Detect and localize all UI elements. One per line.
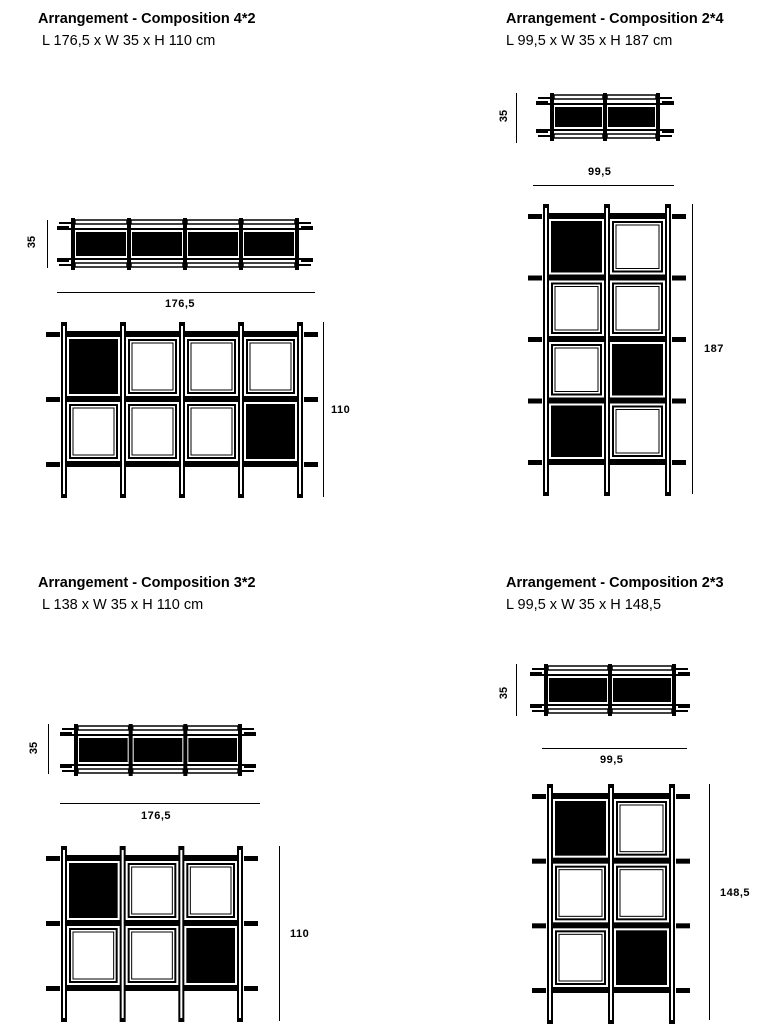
top-post: [608, 664, 612, 716]
top-box: [555, 107, 602, 127]
composition-title: Arrangement - Composition 2*3: [506, 575, 724, 591]
open-cube: [617, 802, 666, 855]
width-label: 99,5: [588, 166, 612, 178]
top-post: [656, 93, 660, 141]
shelf-end: [532, 794, 546, 799]
composition-dimensions: L 99,5 x W 35 x H 187 cm: [506, 33, 673, 49]
shelf-end: [532, 988, 546, 993]
top-end: [244, 732, 256, 736]
filled-cube: [613, 345, 662, 395]
top-end: [536, 129, 548, 133]
open-cube: [613, 222, 662, 272]
top-box: [608, 107, 655, 127]
top-post: [603, 93, 607, 141]
post-highlight: [671, 788, 673, 1020]
shelf-end: [46, 921, 60, 926]
top-rail-segment: [131, 263, 183, 267]
top-end: [301, 258, 313, 262]
front-view-diagram: [532, 784, 690, 1024]
open-cube: [129, 864, 176, 917]
width-dimension-line: [57, 292, 315, 293]
open-cube: [129, 929, 176, 982]
width-dimension-line: [533, 185, 674, 186]
filled-cube: [247, 405, 294, 458]
top-box: [549, 678, 607, 702]
open-cube: [129, 340, 176, 393]
post-highlight: [239, 850, 241, 1018]
front-view-diagram: [46, 846, 258, 1022]
top-view-diagram: [530, 664, 690, 716]
shelf-end: [676, 794, 690, 799]
width-dimension-line: [542, 748, 687, 749]
post-highlight: [180, 850, 182, 1018]
post-highlight: [63, 850, 65, 1018]
top-rail-segment: [187, 220, 239, 224]
top-end: [60, 764, 72, 768]
top-box: [76, 232, 126, 256]
top-rail-segment: [548, 709, 608, 713]
post-highlight: [606, 208, 608, 492]
shelf-end: [46, 397, 60, 402]
height-label: 187: [704, 343, 724, 355]
open-cube: [188, 340, 235, 393]
top-post: [129, 724, 133, 776]
top-end: [536, 101, 548, 105]
top-end: [678, 704, 690, 708]
top-end: [60, 732, 72, 736]
shelf-end: [672, 460, 686, 465]
top-box: [613, 678, 671, 702]
composition-dimensions: L 99,5 x W 35 x H 148,5: [506, 597, 662, 613]
top-rail-segment: [133, 726, 184, 730]
top-post: [71, 218, 75, 270]
top-rail-segment: [554, 95, 603, 99]
top-box: [188, 232, 238, 256]
depth-dimension-line: [516, 664, 517, 716]
filled-cube: [556, 802, 605, 855]
width-dimension-line: [60, 803, 260, 804]
top-end: [662, 101, 674, 105]
top-rail-segment: [243, 220, 295, 224]
shelf-end: [46, 856, 60, 861]
top-rail-segment: [612, 709, 672, 713]
top-post: [238, 724, 242, 776]
composition-dimensions: L 176,5 x W 35 x H 110 cm: [42, 33, 216, 49]
post-highlight: [299, 326, 301, 494]
shelf-end: [528, 276, 542, 281]
shelf-end: [528, 337, 542, 342]
filled-cube: [70, 340, 117, 393]
top-rail-segment: [187, 769, 238, 773]
top-post: [183, 724, 187, 776]
filled-cube: [187, 929, 234, 982]
top-end: [57, 226, 69, 230]
shelf-end: [304, 397, 318, 402]
rail-line: [62, 764, 254, 766]
top-rail-segment: [243, 263, 295, 267]
depth-dimension-line: [47, 220, 48, 268]
shelf-end: [672, 276, 686, 281]
top-rail-segment: [607, 95, 656, 99]
post-highlight: [240, 326, 242, 494]
post-highlight: [122, 326, 124, 494]
filled-cube: [617, 931, 666, 984]
filled-cube: [70, 864, 117, 917]
top-end: [530, 672, 542, 676]
shelf-end: [528, 214, 542, 219]
open-cube: [129, 405, 176, 458]
top-rail-segment: [187, 263, 239, 267]
top-post: [183, 218, 187, 270]
height-label: 110: [331, 404, 351, 416]
top-box: [244, 232, 294, 256]
shelf-end: [672, 337, 686, 342]
open-cube: [613, 407, 662, 457]
height-label: 148,5: [720, 887, 751, 899]
shelf-end: [676, 923, 690, 928]
shelf-end: [672, 399, 686, 404]
depth-label: 35: [26, 235, 39, 249]
top-view-diagram: [60, 724, 256, 776]
top-end: [57, 258, 69, 262]
post-highlight: [667, 208, 669, 492]
width-label: 176,5: [165, 298, 196, 310]
height-dimension-line: [709, 784, 710, 1020]
height-dimension-line: [692, 204, 693, 494]
top-post: [672, 664, 676, 716]
top-rail-segment: [612, 666, 672, 670]
post-highlight: [545, 208, 547, 492]
open-cube: [552, 345, 601, 395]
shelf-end: [244, 856, 258, 861]
top-rail-segment: [133, 769, 184, 773]
post-highlight: [181, 326, 183, 494]
top-post: [127, 218, 131, 270]
shelf-end: [676, 859, 690, 864]
post-highlight: [122, 850, 124, 1018]
top-post: [295, 218, 299, 270]
top-end: [662, 129, 674, 133]
post-highlight: [63, 326, 65, 494]
top-box: [132, 232, 182, 256]
depth-label: 35: [498, 686, 511, 700]
top-post: [544, 664, 548, 716]
top-rail-segment: [554, 134, 603, 138]
top-rail-segment: [75, 263, 127, 267]
top-box: [79, 738, 128, 762]
top-rail-segment: [78, 726, 129, 730]
front-view-diagram: [528, 204, 686, 496]
shelf-end: [304, 332, 318, 337]
height-label: 110: [290, 928, 310, 940]
top-rail-segment: [78, 769, 129, 773]
shelf: [64, 920, 240, 926]
shelf-end: [304, 462, 318, 467]
filled-cube: [552, 407, 601, 457]
open-cube: [552, 284, 601, 334]
height-dimension-line: [323, 322, 324, 497]
post-highlight: [549, 788, 551, 1020]
depth-dimension-line: [516, 93, 517, 143]
shelf-end: [46, 332, 60, 337]
depth-dimension-line: [48, 724, 49, 774]
open-cube: [188, 405, 235, 458]
shelf-end: [46, 986, 60, 991]
shelf-end: [672, 214, 686, 219]
post-highlight: [610, 788, 612, 1020]
top-rail-segment: [607, 134, 656, 138]
top-rail-segment: [75, 220, 127, 224]
top-post: [550, 93, 554, 141]
shelf-end: [528, 399, 542, 404]
top-box: [188, 738, 237, 762]
top-rail-segment: [131, 220, 183, 224]
shelf-end: [244, 921, 258, 926]
open-cube: [613, 284, 662, 334]
top-rail-segment: [548, 666, 608, 670]
height-dimension-line: [279, 846, 280, 1021]
shelf-end: [676, 988, 690, 993]
top-post: [74, 724, 78, 776]
shelf: [64, 985, 240, 991]
depth-label: 35: [28, 741, 41, 755]
shelf-end: [532, 923, 546, 928]
rail-line: [62, 734, 254, 736]
top-end: [244, 764, 256, 768]
top-box: [134, 738, 183, 762]
shelf-end: [532, 859, 546, 864]
shelf: [64, 855, 240, 861]
composition-dimensions: L 138 x W 35 x H 110 cm: [42, 597, 204, 613]
depth-label: 35: [498, 109, 511, 123]
shelf-end: [244, 986, 258, 991]
front-view-diagram: [46, 322, 318, 498]
composition-title: Arrangement - Composition 3*2: [38, 575, 256, 591]
open-cube: [187, 864, 234, 917]
open-cube: [617, 867, 666, 920]
open-cube: [556, 867, 605, 920]
composition-title: Arrangement - Composition 2*4: [506, 11, 724, 27]
open-cube: [70, 405, 117, 458]
shelf-end: [46, 462, 60, 467]
shelf-end: [528, 460, 542, 465]
top-end: [678, 672, 690, 676]
top-rail-segment: [187, 726, 238, 730]
width-label: 176,5: [141, 810, 172, 822]
composition-title: Arrangement - Composition 4*2: [38, 11, 256, 27]
width-label: 99,5: [600, 754, 624, 766]
open-cube: [247, 340, 294, 393]
top-post: [239, 218, 243, 270]
top-view-diagram: [536, 93, 674, 141]
open-cube: [70, 929, 117, 982]
filled-cube: [552, 222, 601, 272]
open-cube: [556, 931, 605, 984]
top-end: [530, 704, 542, 708]
top-end: [301, 226, 313, 230]
top-view-diagram: [57, 218, 313, 270]
